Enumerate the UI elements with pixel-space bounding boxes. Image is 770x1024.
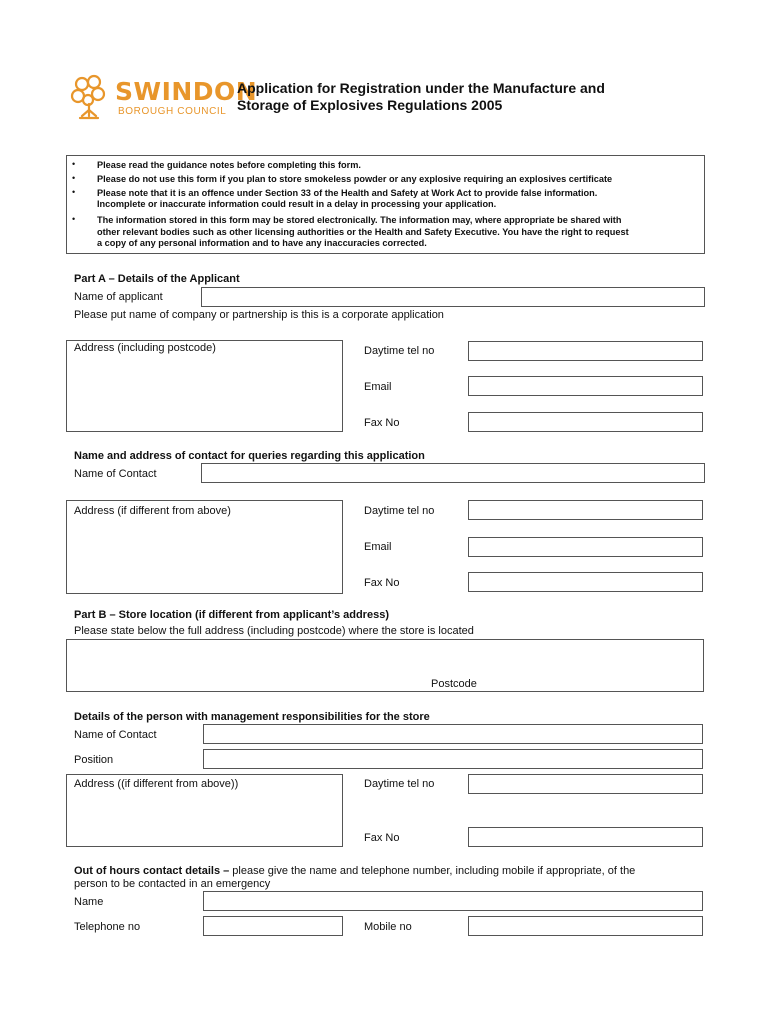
applicant-day-tel-field[interactable] (468, 341, 703, 361)
applicant-name-field[interactable] (201, 287, 705, 307)
part-b-note: Please state below the full address (including postcode) where the store is located (74, 625, 474, 637)
applicant-address-label: Address (including postcode) (74, 342, 216, 354)
store-address-field[interactable] (66, 639, 704, 692)
out-of-hours-heading-bold: Out of hours contact details – (74, 865, 230, 877)
bullet-4: • (72, 214, 76, 224)
store-postcode-label: Postcode (431, 678, 477, 690)
management-position-label: Position (74, 754, 114, 766)
management-day-tel-field[interactable] (468, 774, 703, 794)
bullet-2: • (72, 173, 76, 183)
form-title-line-1: Application for Registration under the Manufacture and (237, 80, 605, 96)
management-heading: Details of the person with management responsibilities for the store (74, 711, 430, 723)
bullet-1: • (72, 159, 76, 169)
management-address-label: Address ((if different from above)) (74, 778, 239, 790)
management-day-tel-label: Daytime tel no (364, 778, 435, 790)
notice-3-line-1: Please note that it is an offence under Section 33 of the Health and Safety at Work Act to provide false information. (97, 188, 598, 198)
ooh-name-field[interactable] (203, 891, 703, 911)
out-of-hours-heading-rest: please give the name and telephone number, including mobile if appropriate, of the (229, 865, 636, 877)
out-of-hours-heading-line-2: person to be contacted in an emergency (74, 878, 271, 890)
notice-4-line-3: a copy of any personal information and to have any inaccuracies corrected. (97, 238, 427, 248)
applicant-name-label: Name of applicant (74, 291, 163, 303)
contact-name-field[interactable] (201, 463, 705, 483)
applicant-email-label: Email (364, 381, 392, 393)
form-title-line-2: Storage of Explosives Regulations 2005 (237, 97, 503, 113)
contact-heading: Name and address of contact for queries regarding this application (74, 450, 425, 462)
notice-4-line-2: other relevant bodies such as other licensing authorities or the Health and Safety Executive. You have the right to request (97, 227, 629, 237)
council-logo (70, 74, 258, 122)
notice-1: Please read the guidance notes before completing this form. (97, 160, 361, 170)
contact-email-label: Email (364, 541, 392, 553)
management-fax-field[interactable] (468, 827, 703, 847)
company-note: Please put name of company or partnership is this is a corporate application (74, 309, 444, 321)
notice-2: Please do not use this form if you plan to store smokeless powder or any explosive requiring an explosives certificate (97, 174, 613, 184)
applicant-fax-label: Fax No (364, 417, 400, 429)
ooh-telephone-label: Telephone no (74, 921, 141, 933)
bullet-3: • (72, 187, 76, 197)
notice-3-line-2: Incomplete or inaccurate information could result in a delay in processing your application. (97, 199, 497, 209)
brand-name: SWINDON (115, 77, 258, 106)
ooh-name-label: Name (74, 896, 104, 908)
ooh-mobile-label: Mobile no (364, 921, 412, 933)
contact-day-tel-label: Daytime tel no (364, 505, 435, 517)
contact-fax-field[interactable] (468, 572, 703, 592)
contact-day-tel-field[interactable] (468, 500, 703, 520)
management-name-field[interactable] (203, 724, 703, 744)
applicant-email-field[interactable] (468, 376, 703, 396)
management-position-field[interactable] (203, 749, 703, 769)
brand-subtitle: BOROUGH COUNCIL (118, 106, 227, 117)
ooh-mobile-field[interactable] (468, 916, 703, 936)
contact-fax-label: Fax No (364, 577, 400, 589)
contact-name-label: Name of Contact (74, 468, 157, 480)
tree-emblem-icon (70, 74, 110, 120)
part-a-heading: Part A – Details of the Applicant (74, 273, 240, 285)
ooh-telephone-field[interactable] (203, 916, 343, 936)
out-of-hours-heading (74, 865, 635, 878)
applicant-fax-field[interactable] (468, 412, 703, 432)
contact-email-field[interactable] (468, 537, 703, 557)
part-b-heading: Part B – Store location (if different from applicant’s address) (74, 609, 389, 621)
applicant-day-tel-label: Daytime tel no (364, 345, 435, 357)
management-fax-label: Fax No (364, 832, 400, 844)
contact-address-label: Address (if different from above) (74, 505, 231, 517)
notice-4-line-1: The information stored in this form may be stored electronically. The information may, where appropriate be shared with (97, 215, 622, 225)
management-name-label: Name of Contact (74, 729, 157, 741)
